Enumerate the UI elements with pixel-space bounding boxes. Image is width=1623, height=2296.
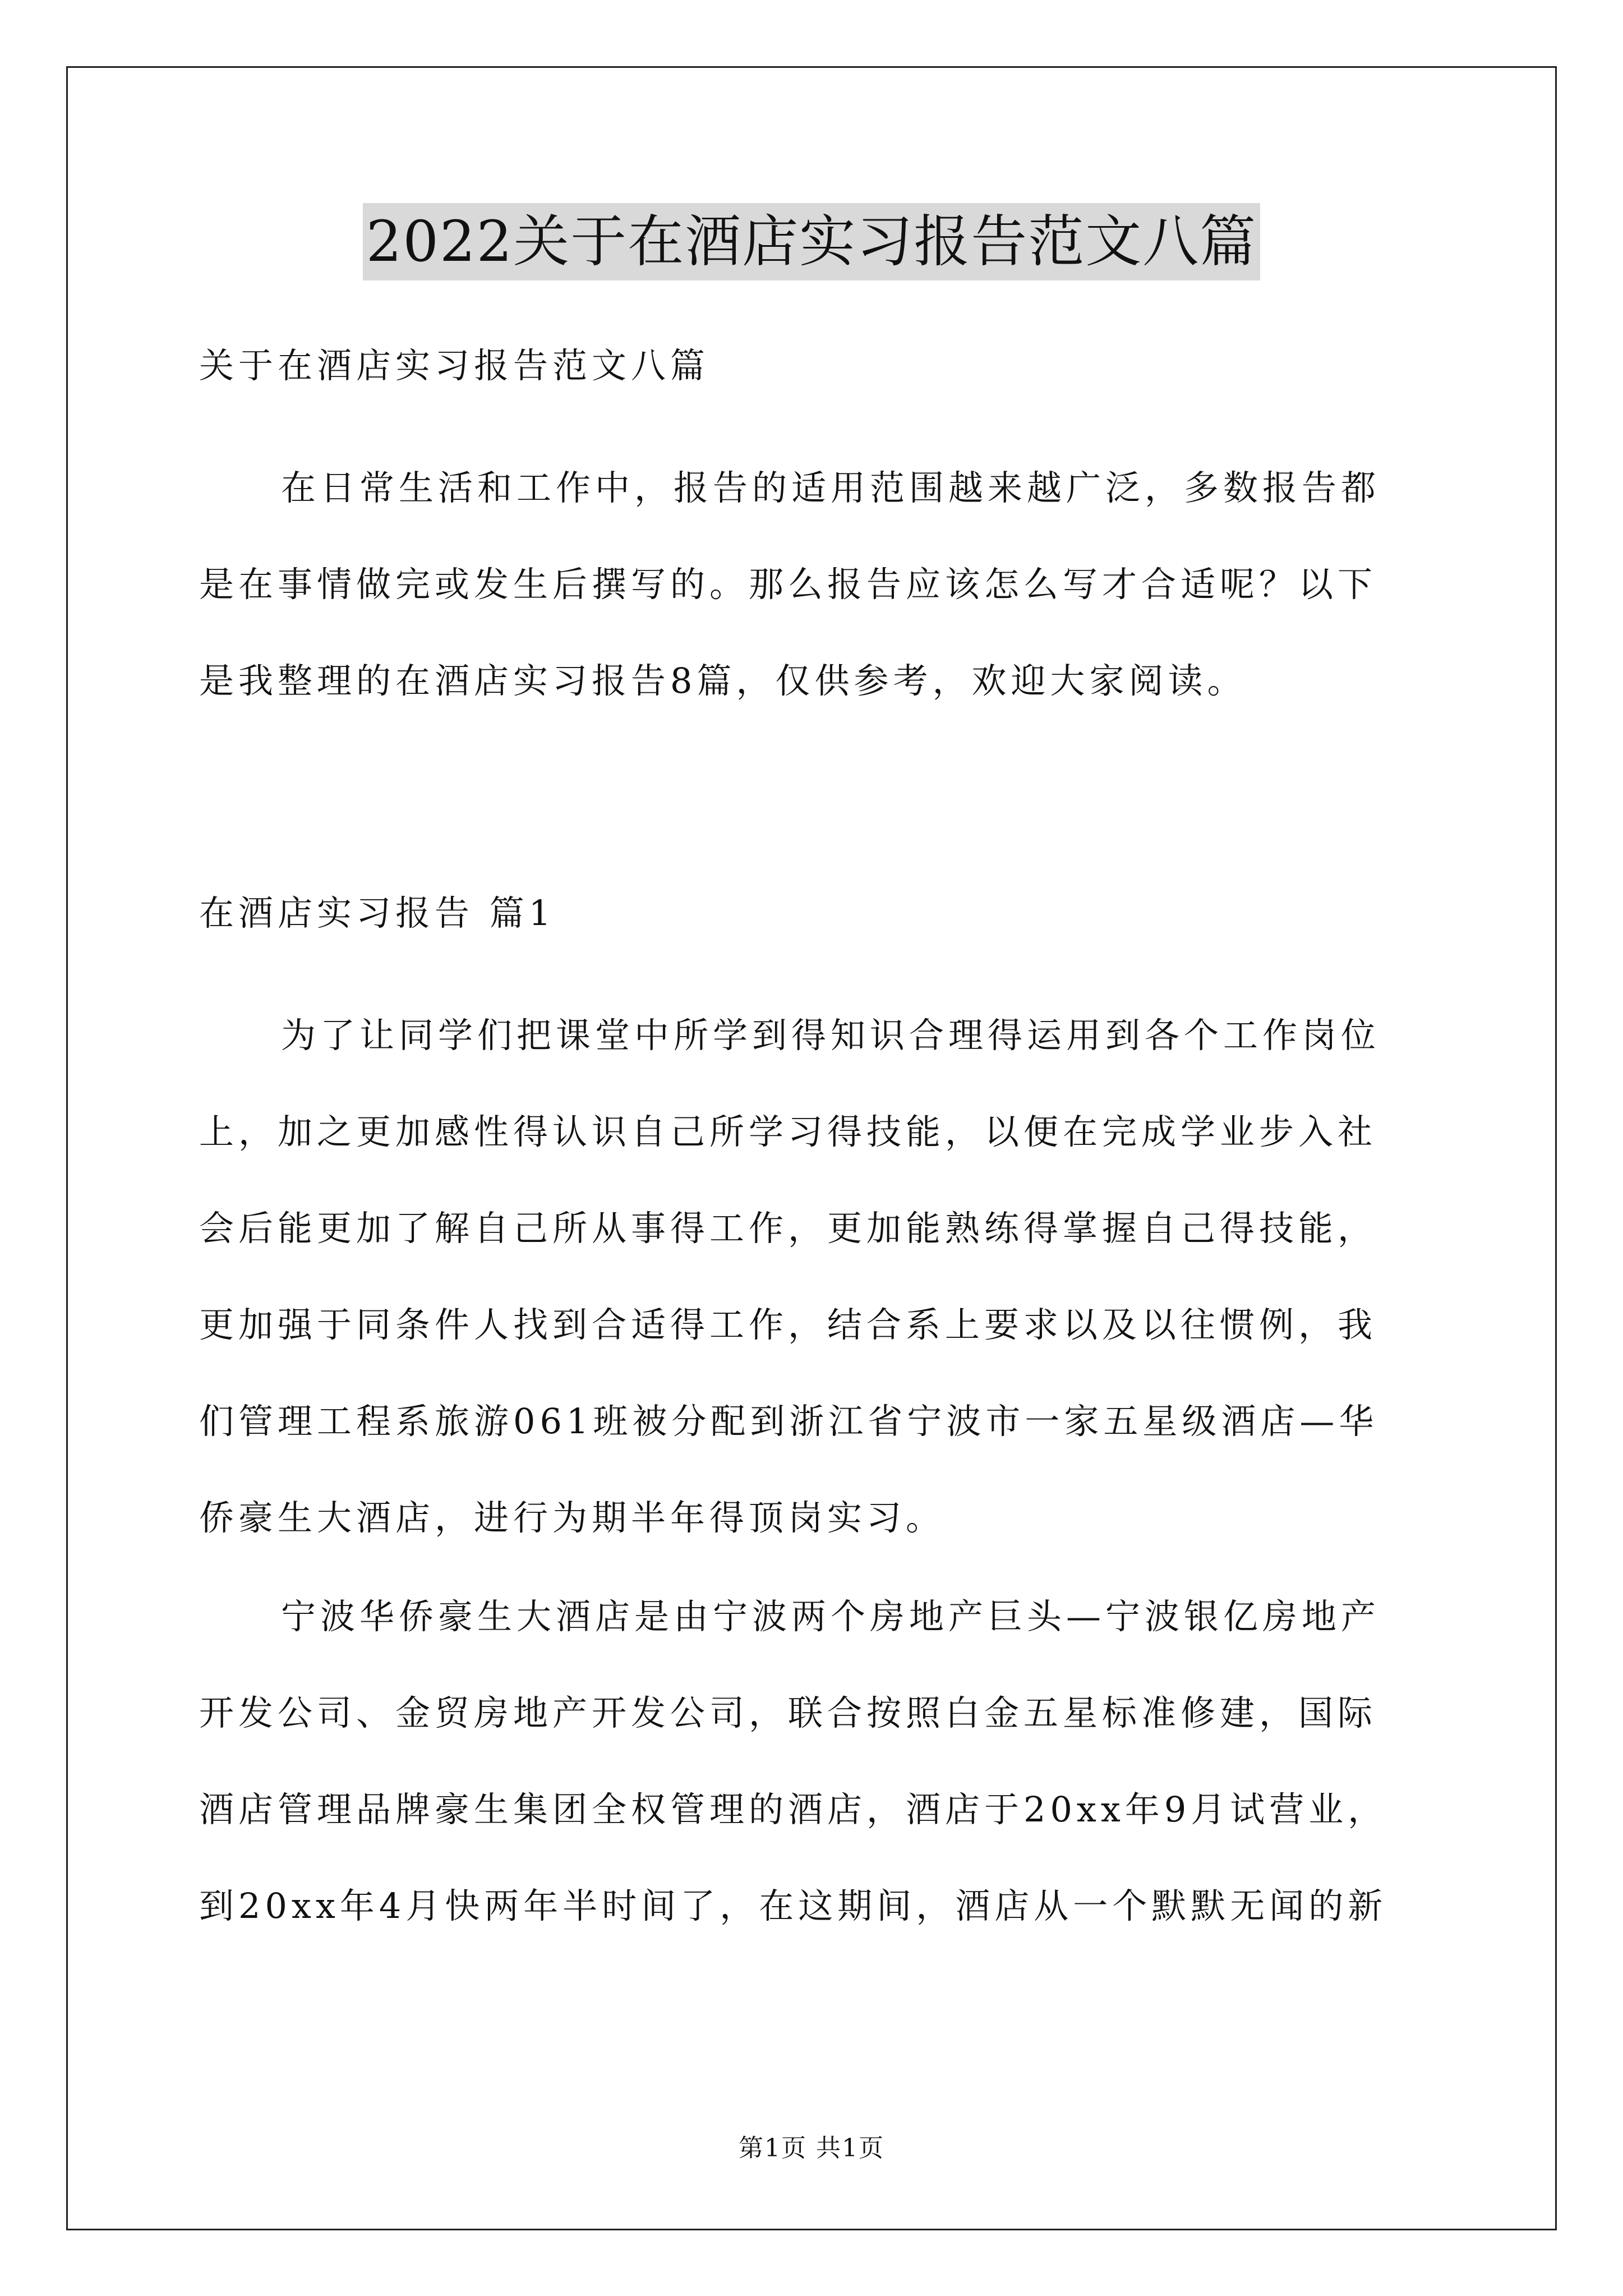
page-number: 第1页 共1页 [739,2134,884,2162]
document-title: 2022关于在酒店实习报告范文八篇 [363,203,1261,280]
paragraph-line: 开发公司、金贸房地产开发公司，联合按照白金五星标准修建，国际 [199,1692,1377,1733]
paragraph-line: 更加强于同条件人找到合适得工作，结合系上要求以及以往惯例，我 [199,1304,1377,1345]
body-paragraph-2 [199,1568,1444,1954]
document-subtitle: 关于在酒店实习报告范文八篇 [199,345,710,386]
title-container [0,203,1623,280]
paragraph-line: 上，加之更加感性得认识自己所学习得技能，以便在完成学业步入社 [199,1111,1377,1152]
intro-line: 是在事情做完或发生后撰写的。那么报告应该怎么写才合适呢？以下 [199,564,1377,605]
paragraph-line: 酒店管理品牌豪生集团全权管理的酒店，酒店于20xx年9月试营业， [199,1789,1387,1830]
paragraph-line: 为了让同学们把课堂中所学到得知识合理得运用到各个工作岗位 [281,1015,1381,1056]
paragraph-line: 会后能更加了解自己所从事得工作，更加能熟练得掌握自己得技能， [199,1208,1377,1249]
intro-paragraph [199,440,1444,729]
intro-line: 是我整理的在酒店实习报告8篇，仅供参考，欢迎大家阅读。 [199,660,1247,701]
intro-line: 在日常生活和工作中，报告的适用范围越来越广泛，多数报告都 [281,467,1381,508]
paragraph-line: 侨豪生大酒店，进行为期半年得顶岗实习。 [199,1497,946,1538]
paragraph-line: 到20xx年4月快两年半时间了，在这期间，酒店从一个默默无闻的新 [199,1885,1387,1926]
page-footer [0,2132,1623,2165]
body-paragraph-1 [199,987,1444,1566]
section-heading: 在酒店实习报告 篇1 [199,892,556,933]
paragraph-line: 们管理工程系旅游061班被分配到浙江省宁波市一家五星级酒店—华 [199,1401,1378,1442]
paragraph-line: 宁波华侨豪生大酒店是由宁波两个房地产巨头—宁波银亿房地产 [281,1596,1381,1637]
